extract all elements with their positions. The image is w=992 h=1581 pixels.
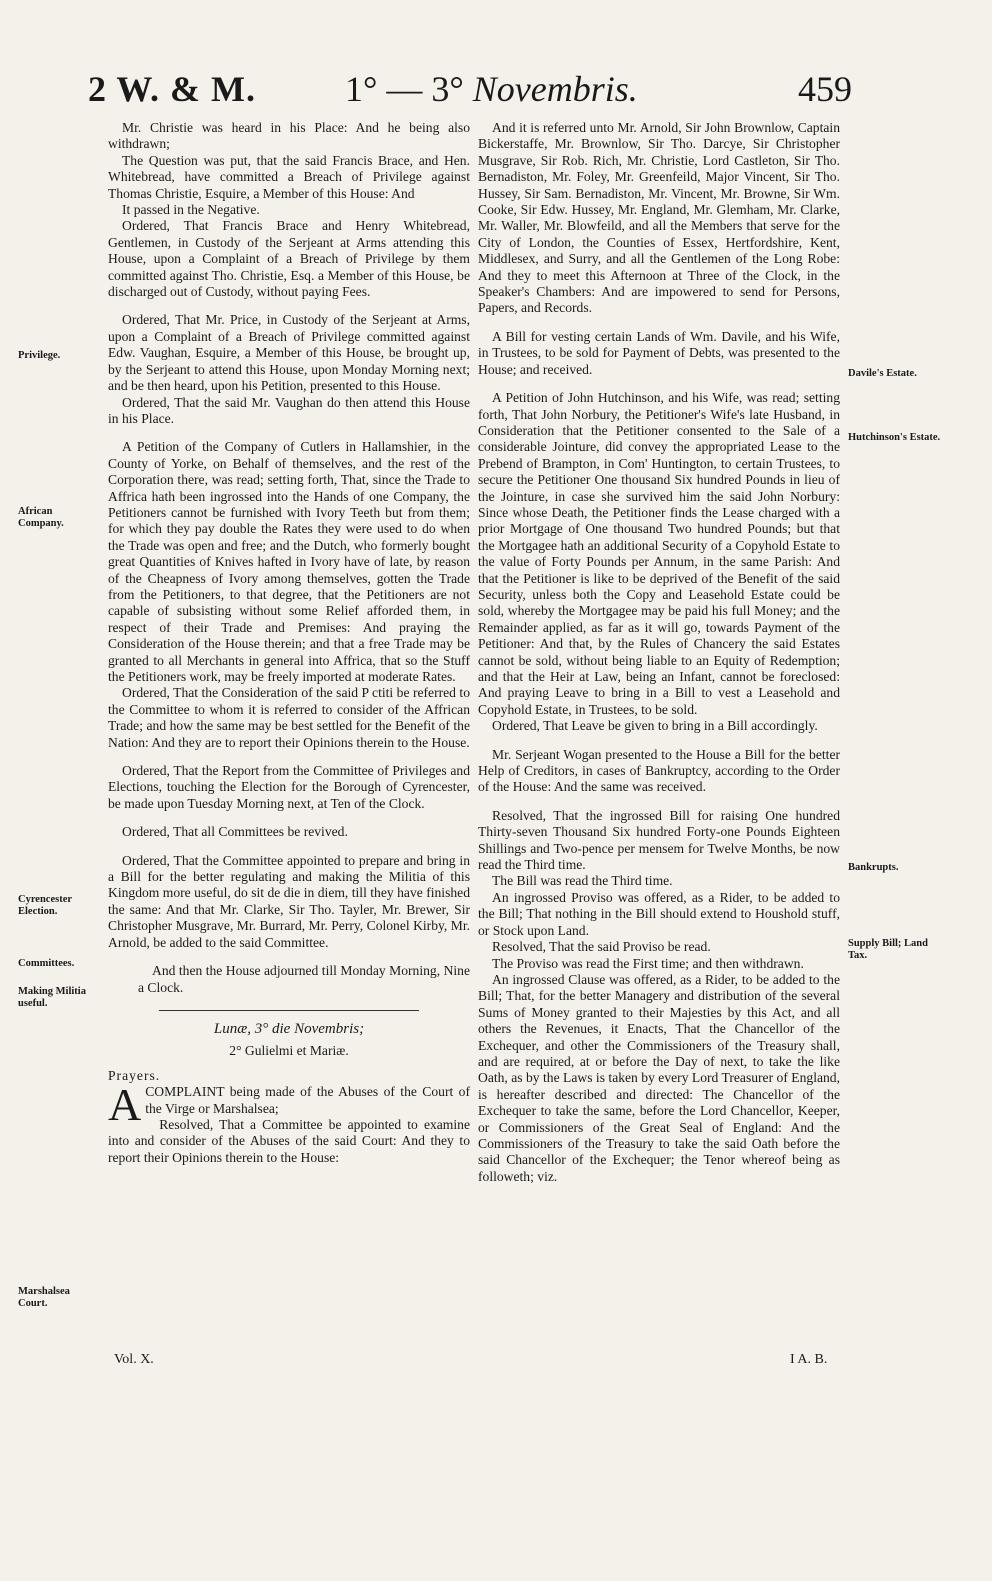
paragraph: And it is referred unto Mr. Arnold, Sir John Brownlow, Captain Bickerstaffe, Mr. Brownlow, Sir Tho. Darcye, Sir Christopher Musgrave, Sir Rob. Rich, Mr. Christie, Lord Castleton, Sir Tho. Bernadiston, Mr. Foley, Mr. Greenfeild, Major Vincent, Sir Tho. Hussey, Sir Sam. Bernadiston, Mr. Vincent, Mr. Browne, Sir Wm. Cooke, Sir Edw. Hussey, Mr. England, Mr. Glemham, Mr. Clarke, Mr. Waller, Mr. Blowfeild, and all the Members that serve for the City of London, the Counties of Essex, Hertfordshire, Kent, Middlesex, and Surry, and all the Gentlemen of the Long Robe: And they to meet this Afternoon at Three of the Clock, in the Speaker's Chambers: And are impowered to send for Persons, Papers, and Records. [478, 120, 840, 316]
paragraph: Ordered, That the said Mr. Vaughan do then attend this House in his Place. [108, 394, 470, 426]
paragraph: Ordered, That Mr. Price, in Custody of the Serjeant at Arms, upon a Complaint of a Breach of Privilege committed against Edw. Vaughan, Esquire, a Member of this House, be brought up, by the Serjeant to attend this House, upon Monday Morning next; and be then heard, upon his Petition, presented to this House. [108, 312, 470, 394]
paragraph: The Proviso was read the First time; and then withdrawn. [492, 955, 804, 971]
page-number: 459 [798, 69, 852, 109]
paragraph: Ordered, That the Committee appointed to prepare and bring in a Bill for the better regulating and making the Militia of this Kingdom more useful, do sit de die in diem, till they have finished the same: And that Mr. Clarke, Sir Tho. Tayler, Mr. Brewer, Sir Christopher Musgrave, Mr. Burrard, Mr. Perry, Colonel Kirby, Mr. Arnold, be added to the said Committee. [108, 852, 470, 950]
margin-note-davile: Davile's Estate. [848, 368, 917, 379]
paragraph: Resolved, That a Committee be appointed to examine into and consider of the Abuses of the said Court: And they to report their Opinions therein to the House: [108, 1116, 470, 1165]
paragraph: Ordered, That all Committees be revived. [122, 824, 348, 840]
volume-footer: Vol. X. [114, 1352, 154, 1367]
adjournment: And then the House adjourned till Monday Morning, Nine a Clock. [138, 963, 470, 995]
section-divider [159, 1010, 419, 1011]
complaint-paragraph [108, 1079, 470, 1131]
margin-note-supply: Supply Bill; Land Tax. [848, 938, 928, 961]
margin-note-militia: Making Militia useful. [18, 986, 86, 1009]
paragraph: It passed in the Negative. [122, 202, 260, 218]
paragraph: Ordered, That Leave be given to bring in a Bill accordingly. [492, 718, 818, 734]
paragraph: Resolved, That the ingrossed Bill for raising One hundred Thirty-seven Thousand Six hundred Forty-one Pounds Eighteen Shillings and Two-pence per mensem for Twelve Months, be now read the Third time. [478, 807, 840, 873]
complaint-text: COMPLAINT being made of the Abuses of the Court of the Virge or Marshalsea; [145, 1084, 470, 1116]
page-header [0, 62, 992, 112]
paragraph: A Bill for vesting certain Lands of Wm. Davile, and his Wife, in Trustees, to be sold for Payment of Debts, was presented to the House; and received. [478, 328, 840, 377]
paragraph: Mr. Christie was heard in his Place: And he being also withdrawn; [108, 120, 470, 152]
day-heading: Lunæ, 3° die Novembris; [213, 1020, 365, 1037]
paragraph: The Bill was read the Third time. [492, 873, 673, 889]
paragraph: Resolved, That the said Proviso be read. [492, 939, 711, 955]
paragraph: An ingrossed Clause was offered, as a Rider, to be added to the Bill; That, for the better Managery and distribution of the several Sums of Money granted to their Majesties by this Act, and all others the Revenues, it Enacts, That the Chancellor of the Exchequer, and other the Commissioners of the Treasury shall, and are required, at or before the Day of next, to take the like Oath, as by the Laws is taken by every Lord Treasurer of England, is hereafter described and directed: The Chancellor of the Exchequer to take the same, before the Lord Chancellor, Keeper, or Commissioners of the Great Seal of England: And the Commissioners of the Treasury to take the said Oath before the said Chancellor of the Exchequer; the Tenor whereof being as followeth; viz. [478, 971, 840, 1184]
reign-line: 2° Gulielmi et Mariæ. [229, 1043, 349, 1059]
date-range: 1° — 3° [345, 69, 464, 109]
paragraph: Ordered, That the Consideration of the said P ctiti be referred to the Committee to whom it is referred to consider of the Affrican Trade; and how the same may be best settled for the Benefit of the Nation: And they are to report their Opinions therein to the House. [108, 685, 470, 750]
right-column [478, 120, 840, 1185]
margin-note-african: African Company. [18, 506, 64, 529]
paragraph: Ordered, That the Report from the Committee of Privileges and Elections, touching the Election for the Borough of Cyrencester, be made upon Tuesday Morning next, at Ten of the Clock. [108, 763, 470, 811]
margin-note-bankrupts: Bankrupts. [848, 862, 899, 873]
catchword: I A. B. [790, 1352, 828, 1367]
margin-note-committees: Committees. [18, 958, 75, 969]
drop-cap: A [108, 1079, 142, 1131]
left-column [108, 120, 470, 1166]
margin-note-privilege: Privilege. [18, 350, 61, 361]
running-date [345, 68, 638, 110]
paragraph: An ingrossed Proviso was offered, as a Rider, to be added to the Bill; That nothing in the Bill should extend to Houshold stuff, or Stock upon Land. [478, 889, 840, 938]
prayers-heading: Prayers. [108, 1067, 161, 1083]
paragraph: Ordered, That Francis Brace and Henry Whitebread, Gentlemen, in Custody of the Serjeant at Arms attending this House, upon a Complaint of a Breach of Privilege by them committed against Tho. Christie, Esq. a Member of this House, be discharged out of Custody, without paying Fees. [108, 218, 470, 300]
regnal-year: 2 W. & M. [88, 69, 257, 109]
paragraph: The Question was put, that the said Francis Brace, and Hen. Whitebread, have committed a Breach of Privilege against Thomas Christie, Esquire, a Member of this House: And [108, 152, 470, 201]
paragraph: Mr. Serjeant Wogan presented to the House a Bill for the better Help of Creditors, in cases of Bankruptcy, according to the Order of the House: And the same was received. [478, 746, 840, 795]
margin-note-hutchinson: Hutchinson's Estate. [848, 432, 941, 443]
margin-note-marshalsea: Marshalsea Court. [18, 1286, 70, 1309]
month-name: Novembris. [472, 69, 638, 109]
margin-note-cyrencester: Cyrencester Election. [18, 894, 72, 917]
paragraph: A Petition of John Hutchinson, and his Wife, was read; setting forth, That John Norbury, the Petitioner's Wife's late Husband, in Consideration that the Petitioner consented to the Sale of a considerable Jointure, did convey the appropriated Lease to the Prebend of Brampton, in Com' Huntington, to certain Trustees, to secure the Petitioner One thousand Six hundred Pounds in lieu of the Jointure, in case she survived him the said John Norbury: Since whose Death, the Petitioner finds the Lease charged with a prior Mortgage of One thousand Two hundred Pounds; but that the Mortgagee hath an additional Security of a Copyhold Estate to the value of Forty Pounds per Annum, in the same Parish: And that the Petitioner is like to be deprived of the Benefit of the said Security, unless both the Copy and Leasehold Estate could be sold, whereby the Mortgagee may be paid his full Money; and the Remainder applied, as far as it will go, towards Payment of the Petitioner: And that, by the Rules of Chancery the said Estates cannot be sold, without being liable to an Equity of Redemption; and that the Heir at Law, being an Infant, cannot be foreclosed: And praying Leave to bring in a Bill to vest a Leasehold and Copyhold Estate, in Trustees, to be sold. [478, 390, 840, 717]
paragraph: A Petition of the Company of Cutlers in Hallamshier, in the County of Yorke, on Behalf of themselves, and the rest of the Corporation there, was read; setting forth, That, since the Trade to Affrica hath been ingrossed into the Hands of one Company, the Petitioners cannot be furnished with Ivory Teeth but from them; for which they pay double the Rates they were used to do when the Trade was open and free; and the Dutch, who formerly bought great Quantities of Knives hafted in Ivory have of late, by reason of the Cheapness of Ivory among themselves, gotten the Trade from the Petitioners, to that degree, that the Petitioners are not capable of subsisting without some Relief afforded them, in respect of their Trade and Premises: And praying the Consideration of the House therein; and that a free Trade may be granted to all Merchants in general into Affrica, that so the Stuff the Petitioners work, may be freely imported at moderate Rates. [108, 439, 470, 684]
